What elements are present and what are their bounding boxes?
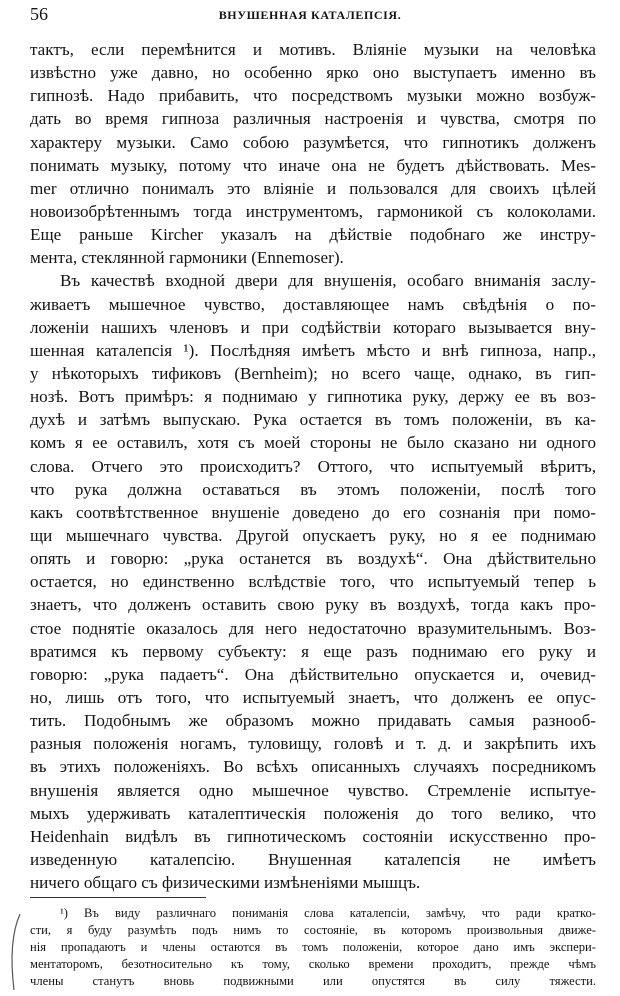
text-line: Еще раньше Kircher указалъ на дѣйствіе подобнаго же инстру- (30, 225, 596, 245)
text-line: новоизобрѣтеннымъ тогда инструментомъ, гармоникой съ колоколами. (30, 201, 596, 221)
footnote-divider (30, 897, 206, 898)
text-line: мента, стеклянной гармоники (Ennemoser). (30, 248, 344, 268)
paragraph-start-line: Въ качествѣ входной двери для внушенія, особаго вниманія заслу- (60, 271, 596, 291)
text-line: тактъ, если перемѣнится и мотивъ. Вліяніе музыки на человѣка (30, 40, 596, 59)
text-line: остается, но единственно вслѣдствіе того, что испытуемый тепер ь (30, 572, 596, 592)
text-line: слова. Отчего это происходитъ? Оттого, что испытуемый вѣритъ, (30, 456, 596, 476)
footnote-line: ментаторомъ, безотносительно къ тому, сколько времени проходитъ, прежде чѣмъ (30, 957, 596, 972)
footnote-line: члены станутъ вновь подвижными или опустятся въ силу тяжести. (30, 974, 596, 989)
text-line: тить. Подобнымъ же образомъ можно придавать самыя разнооб- (30, 711, 596, 731)
main-text (30, 38, 596, 894)
text-line: опять и говорю: „рука останется въ воздухѣ“. Она дѣйствительно (30, 549, 596, 569)
text-line: комъ я ее оставилъ, хотя съ моей стороны не было сказано ни одного (30, 433, 596, 453)
text-line: разныя положенія ногамъ, туловищу, головѣ и т. д. и закрѣпить ихъ (30, 734, 596, 754)
text-line: въ этихъ положеніяхъ. Во всѣхъ описанныхъ случаяхъ посредникомъ (30, 757, 596, 777)
text-line: что рука должна оставаться въ этомъ положеніи, послѣ того (30, 479, 596, 499)
running-title: ВНУШЕННАЯ КАТАЛЕПСІЯ. (218, 8, 402, 22)
text-line: mer отлично понималъ это вліяніе и пользовался для своихъ цѣлей (30, 178, 596, 198)
text-line: внушенія является одно мышечное чувство. Стремленіе испытуе- (30, 780, 596, 800)
footnote (30, 905, 596, 990)
text-line: дать во время гипноза различныя настроенія и чувства, смотря по (30, 109, 596, 129)
text-line: у нѣкоторыхъ тификовъ (Bernheim); но всего чаще, однако, въ гип- (30, 363, 596, 383)
footnote-line: сти, я буду разумѣть подъ нимъ то состояніе, въ которомъ произвольныя движе- (30, 923, 596, 938)
text-line: живаетъ мышечное чувство, доставляющее намъ свѣдѣнія о по- (30, 294, 596, 314)
text-line: мыхъ удерживать каталептическія положенія до того велико, что (30, 803, 596, 823)
text-line: но, лишь отъ того, что испытуемый знаетъ, что долженъ ее опус- (30, 687, 596, 707)
footnote-line: нія пропадаютъ и члены остаются въ томъ положеніи, которое дано имъ экспери- (30, 940, 596, 955)
text-line: ложеніи нашихъ членовъ и при содѣйствіи котораго вызывается вну- (30, 317, 596, 337)
text-line: характеру музыки. Само собою разумѣется, что гипнотикъ долженъ (30, 132, 596, 152)
margin-pencil-mark-icon (6, 912, 24, 992)
text-line: изведенную каталепсію. Внушенная каталепсія не имѣетъ (30, 849, 596, 869)
text-line: знаетъ, что долженъ оставить свою руку въ воздухѣ, тогда какъ про- (30, 595, 596, 615)
text-line: стое поднятіе оказалось для него недостаточно вразумительнымъ. Воз- (30, 618, 596, 638)
text-line: духѣ и затѣмъ выпускаю. Рука остается въ томъ положеніи, въ ка- (30, 410, 596, 430)
text-line: Heidenhain видѣлъ въ гипнотическомъ состояніи искусственно про- (30, 826, 596, 846)
text-line: шенная каталепсія ¹). Послѣдняя имѣетъ мѣсто и внѣ гипноза, напр., (30, 340, 596, 360)
text-line: нозѣ. Вотъ примѣръ: я поднимаю у гипнотика руку, держу ее въ воз- (30, 387, 596, 407)
text-line: щи мышечнаго чувства. Другой опускаетъ руку, но я ее поднимаю (30, 525, 596, 545)
page-number: 56 (30, 4, 48, 24)
text-line: какъ соотвѣтственное внушеніе доведено до его сознанія при помо- (30, 502, 596, 522)
text-line: вратимся къ первому субъекту: я еще разъ поднимаю его руку и (30, 641, 596, 661)
text-line: говорю: „рука падаетъ“. Она дѣйствительно опускается и, очевид- (30, 664, 596, 684)
page-header (30, 3, 590, 27)
text-line: гипнозѣ. Надо прибавить, что посредствомъ музыки можно возбуж- (30, 86, 596, 106)
text-line: извѣстно уже давно, но особенно ярко оно выступаетъ именно въ (30, 63, 596, 83)
text-line: понимать музыку, потому что иначе она не будетъ дѣйствовать. Mes- (30, 155, 596, 175)
footnote-line: ¹) Въ виду различнаго пониманія слова каталепсіи, замѣчу, что ради кратко- (60, 906, 596, 920)
text-line: ничего общаго съ физическими измѣненіями мышцъ. (30, 873, 421, 893)
